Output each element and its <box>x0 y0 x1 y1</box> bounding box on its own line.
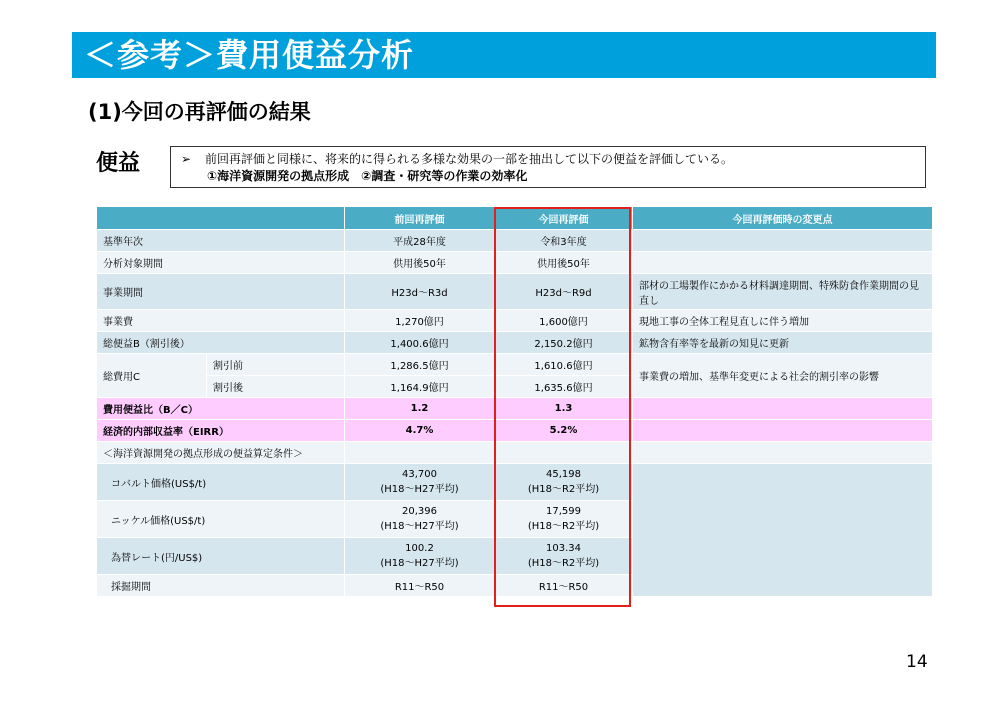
table-row <box>97 230 933 252</box>
condition-curr <box>495 464 633 501</box>
condition-change <box>633 464 933 597</box>
cost-sub-label: 割引後 <box>207 376 345 398</box>
table-row <box>97 464 933 501</box>
row-change: 現地工事の全体工程見直しに伴う増加 <box>633 310 933 332</box>
condition-prev <box>345 501 495 538</box>
benefit-note-box <box>170 146 926 188</box>
table-row <box>97 354 933 376</box>
note-text-1: 前回再評価と同様に、将来的に得られる多様な効果の一部を抽出して以下の便益を評価している。 <box>205 152 734 166</box>
condition-prev-note: (H18～H27平均) <box>380 558 459 569</box>
bc-change <box>633 398 933 420</box>
condition-prev-note: (H18～H27平均) <box>380 484 459 495</box>
row-curr: H23d～R9d <box>495 274 633 310</box>
eirr-label: 経済的内部収益率（EIRR） <box>97 420 345 442</box>
row-prev: H23d～R3d <box>345 274 495 310</box>
cost-change: 事業費の増加、基準年変更による社会的割引率の影響 <box>633 354 933 398</box>
row-prev: 1,270億円 <box>345 310 495 332</box>
cost-curr: 1,635.6億円 <box>495 376 633 398</box>
cost-prev: 1,286.5億円 <box>345 354 495 376</box>
row-prev: 1,400.6億円 <box>345 332 495 354</box>
evaluation-table <box>96 206 933 597</box>
table-row <box>97 252 933 274</box>
condition-prev-value: 43,700 <box>402 469 437 480</box>
benefit-label: 便益 <box>96 151 141 176</box>
bc-curr: 1.3 <box>495 398 633 420</box>
cost-curr: 1,610.6億円 <box>495 354 633 376</box>
condition-prev-note: (H18～H27平均) <box>380 521 459 532</box>
condition-curr-value: 45,198 <box>546 469 581 480</box>
bullet-arrow-icon: ➢ <box>181 152 192 166</box>
eirr-curr: 5.2% <box>495 420 633 442</box>
header-blank <box>97 207 345 230</box>
row-label: 分析対象期間 <box>97 252 345 274</box>
condition-curr-value: 17,599 <box>546 506 581 517</box>
row-prev: 平成28年度 <box>345 230 495 252</box>
section-prev <box>345 442 495 464</box>
row-label: 総便益B（割引後） <box>97 332 345 354</box>
eirr-prev: 4.7% <box>345 420 495 442</box>
condition-prev <box>345 538 495 575</box>
mining-label: 採掘期間 <box>97 575 345 597</box>
mining-curr: R11～R50 <box>495 575 633 597</box>
condition-curr-note: (H18～R2平均) <box>527 558 600 569</box>
condition-curr-value: 103.34 <box>546 543 581 554</box>
condition-prev-value: 20,396 <box>402 506 437 517</box>
bc-prev: 1.2 <box>345 398 495 420</box>
table-row <box>97 274 933 310</box>
row-prev: 供用後50年 <box>345 252 495 274</box>
mining-prev: R11～R50 <box>345 575 495 597</box>
condition-curr-note: (H18～R2平均) <box>527 484 600 495</box>
condition-label: ニッケル価格(US$/t) <box>97 501 345 538</box>
table-row <box>97 310 933 332</box>
section-curr <box>495 442 633 464</box>
condition-curr-note: (H18～R2平均) <box>527 521 600 532</box>
table-row <box>97 332 933 354</box>
section-change <box>633 442 933 464</box>
header-change: 今回再評価時の変更点 <box>633 207 933 230</box>
note-line-2: ①海洋資源開発の拠点形成 ②調査・研究等の作業の効率化 <box>207 169 528 183</box>
row-label: 事業期間 <box>97 274 345 310</box>
condition-label: コバルト価格(US$/t) <box>97 464 345 501</box>
cost-sub-label: 割引前 <box>207 354 345 376</box>
cost-prev: 1,164.9億円 <box>345 376 495 398</box>
page-number: 14 <box>906 652 928 672</box>
row-change <box>633 252 933 274</box>
note-line-1 <box>181 151 925 168</box>
page-title: ＜参考＞費用便益分析 <box>72 32 936 78</box>
row-curr: 1,600億円 <box>495 310 633 332</box>
condition-curr <box>495 501 633 538</box>
row-curr: 令和3年度 <box>495 230 633 252</box>
condition-prev-value: 100.2 <box>405 543 434 554</box>
table-row <box>97 420 933 442</box>
row-change: 鉱物含有率等を最新の知見に更新 <box>633 332 933 354</box>
condition-curr <box>495 538 633 575</box>
condition-prev <box>345 464 495 501</box>
section-label: ＜海洋資源開発の拠点形成の便益算定条件＞ <box>97 442 345 464</box>
section-subtitle: (1)今回の再評価の結果 <box>88 100 311 124</box>
row-change: 部材の工場製作にかかる材料調達期間、特殊防食作業期間の見直し <box>633 274 933 310</box>
cost-label: 総費用C <box>97 354 207 398</box>
row-curr: 2,150.2億円 <box>495 332 633 354</box>
table-row <box>97 398 933 420</box>
table-row <box>97 442 933 464</box>
bc-label: 費用便益比（B／C） <box>97 398 345 420</box>
header-curr: 今回再評価 <box>495 207 633 230</box>
header-prev: 前回再評価 <box>345 207 495 230</box>
eirr-change <box>633 420 933 442</box>
row-curr: 供用後50年 <box>495 252 633 274</box>
condition-label: 為替レート(円/US$) <box>97 538 345 575</box>
row-label: 基準年次 <box>97 230 345 252</box>
row-label: 事業費 <box>97 310 345 332</box>
table-header-row <box>97 207 933 230</box>
row-change <box>633 230 933 252</box>
